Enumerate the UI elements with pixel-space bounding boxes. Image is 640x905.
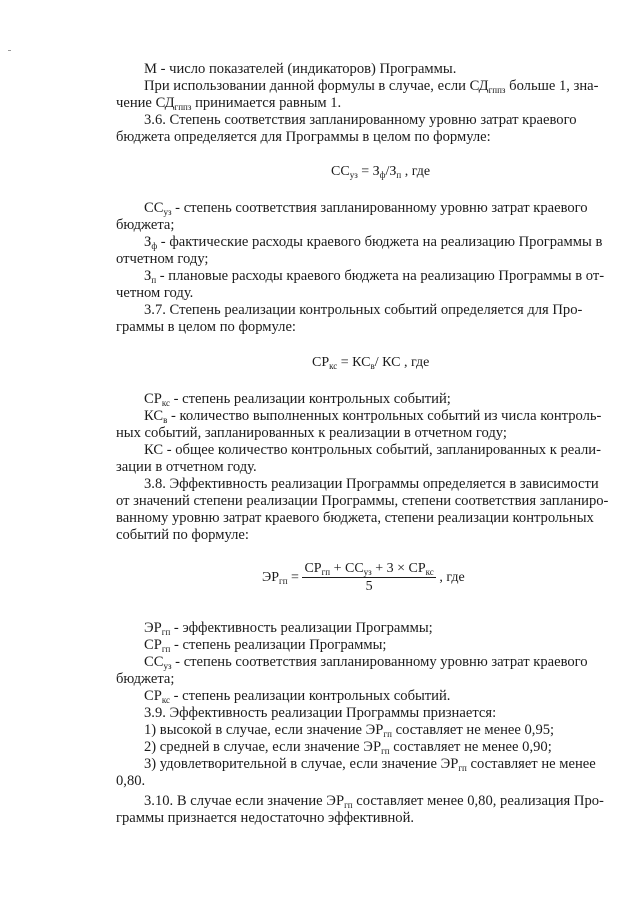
text-line: ных событий, запланированных к реализации в отчетном году; (116, 425, 507, 441)
text-line: граммы признается недостаточно эффективной. (116, 810, 415, 826)
text-line: чение $СД_{гппз}$ принимается равным 1. (116, 95, 342, 112)
text-line: 3) удовлетворительной в случае, если значение $ЭР_{гп}$ составляет не менее (144, 756, 596, 773)
text-line: от значений степени реализации Программы, степени соответствия запланиро- (116, 493, 609, 509)
text-line: $СР_{кс}$ - степень реализации контрольных событий; (144, 391, 451, 408)
text-line: отчетном году; (116, 251, 209, 267)
text-line: $З_ф$ - фактические расходы краевого бюджета на реализацию Программы в (144, 234, 603, 251)
text-line: 1) высокой в случае, если значение $ЭР_{гп}$ составляет не менее 0,95; (144, 722, 555, 739)
text-line: событий по формуле: (116, 527, 249, 543)
margin-mark (8, 50, 11, 51)
fraction-denominator: 5 (365, 579, 373, 594)
text-line: ванному уровню затрат краевого бюджета, степени реализации контрольных (116, 510, 594, 526)
text-line: $ЭР_{гп}$ - эффективность реализации Программы; (144, 620, 433, 637)
text-line: бюджета определяется для Программы в целом по формуле: (116, 129, 491, 145)
text-line: $З_п$ - плановые расходы краевого бюджета на реализацию Программы в от- (144, 268, 605, 285)
text-line: $СР_{кс}$ - степень реализации контрольных событий. (144, 688, 451, 705)
formula-fraction (302, 561, 435, 595)
text-line: 2) средней в случае, если значение $ЭР_{гп}$ составляет не менее 0,90; (144, 739, 552, 756)
formula-er-gp: $ЭР_{гп}$ = $\frac{СР_{гп} + СС_{уз} + 3 \times СР_{кс}}{5}$ , где (262, 561, 465, 594)
text-line: 3.7. Степень реализации контрольных событий определяется для Про- (144, 302, 583, 318)
text-line: зации в отчетном году. (116, 459, 257, 475)
text-line: $КС_в$ - количество выполненных контрольных событий из числа контроль- (144, 408, 602, 425)
text-line: бюджета; (116, 671, 175, 687)
text-line: $СР_{гп}$ - степень реализации Программы; (144, 637, 387, 654)
formula-cc-uz: $СС_{уз} = З_ф/З_п$ , где (331, 164, 431, 180)
text-line: $СС_{уз}$ - степень соответствия запланированному уровню затрат краевого (144, 200, 588, 217)
fraction-numerator: $СР_{гп} + СС_{уз} + 3 \times СР_{кс}$ (304, 561, 434, 577)
text-line: 3.10. В случае если значение $ЭР_{гп}$ составляет менее 0,80, реализация Про- (144, 793, 604, 810)
text-line: бюджета; (116, 217, 175, 233)
formula-cr-ks: $СР_{кс} = КС_в/$ КС , где (312, 355, 430, 371)
text-line: 3.9. Эффективность реализации Программы признается: (144, 705, 497, 721)
text-line: граммы в целом по формуле: (116, 319, 296, 335)
text-line: При использовании данной формулы в случае, если $СД_{гппз}$ больше 1, зна- (144, 78, 599, 95)
text-line: 3.8. Эффективность реализации Программы определяется в зависимости (144, 476, 599, 492)
text-line: 3.6. Степень соответствия запланированному уровню затрат краевого (144, 112, 577, 128)
text-line: М - число показателей (индикаторов) Программы. (144, 61, 457, 77)
text-line: $СС_{уз}$ - степень соответствия запланированному уровню затрат краевого (144, 654, 588, 671)
text-line: четном году. (116, 285, 194, 301)
text-line: КС - общее количество контрольных событий, запланированных к реали- (144, 442, 601, 458)
text-line: 0,80. (116, 773, 146, 789)
